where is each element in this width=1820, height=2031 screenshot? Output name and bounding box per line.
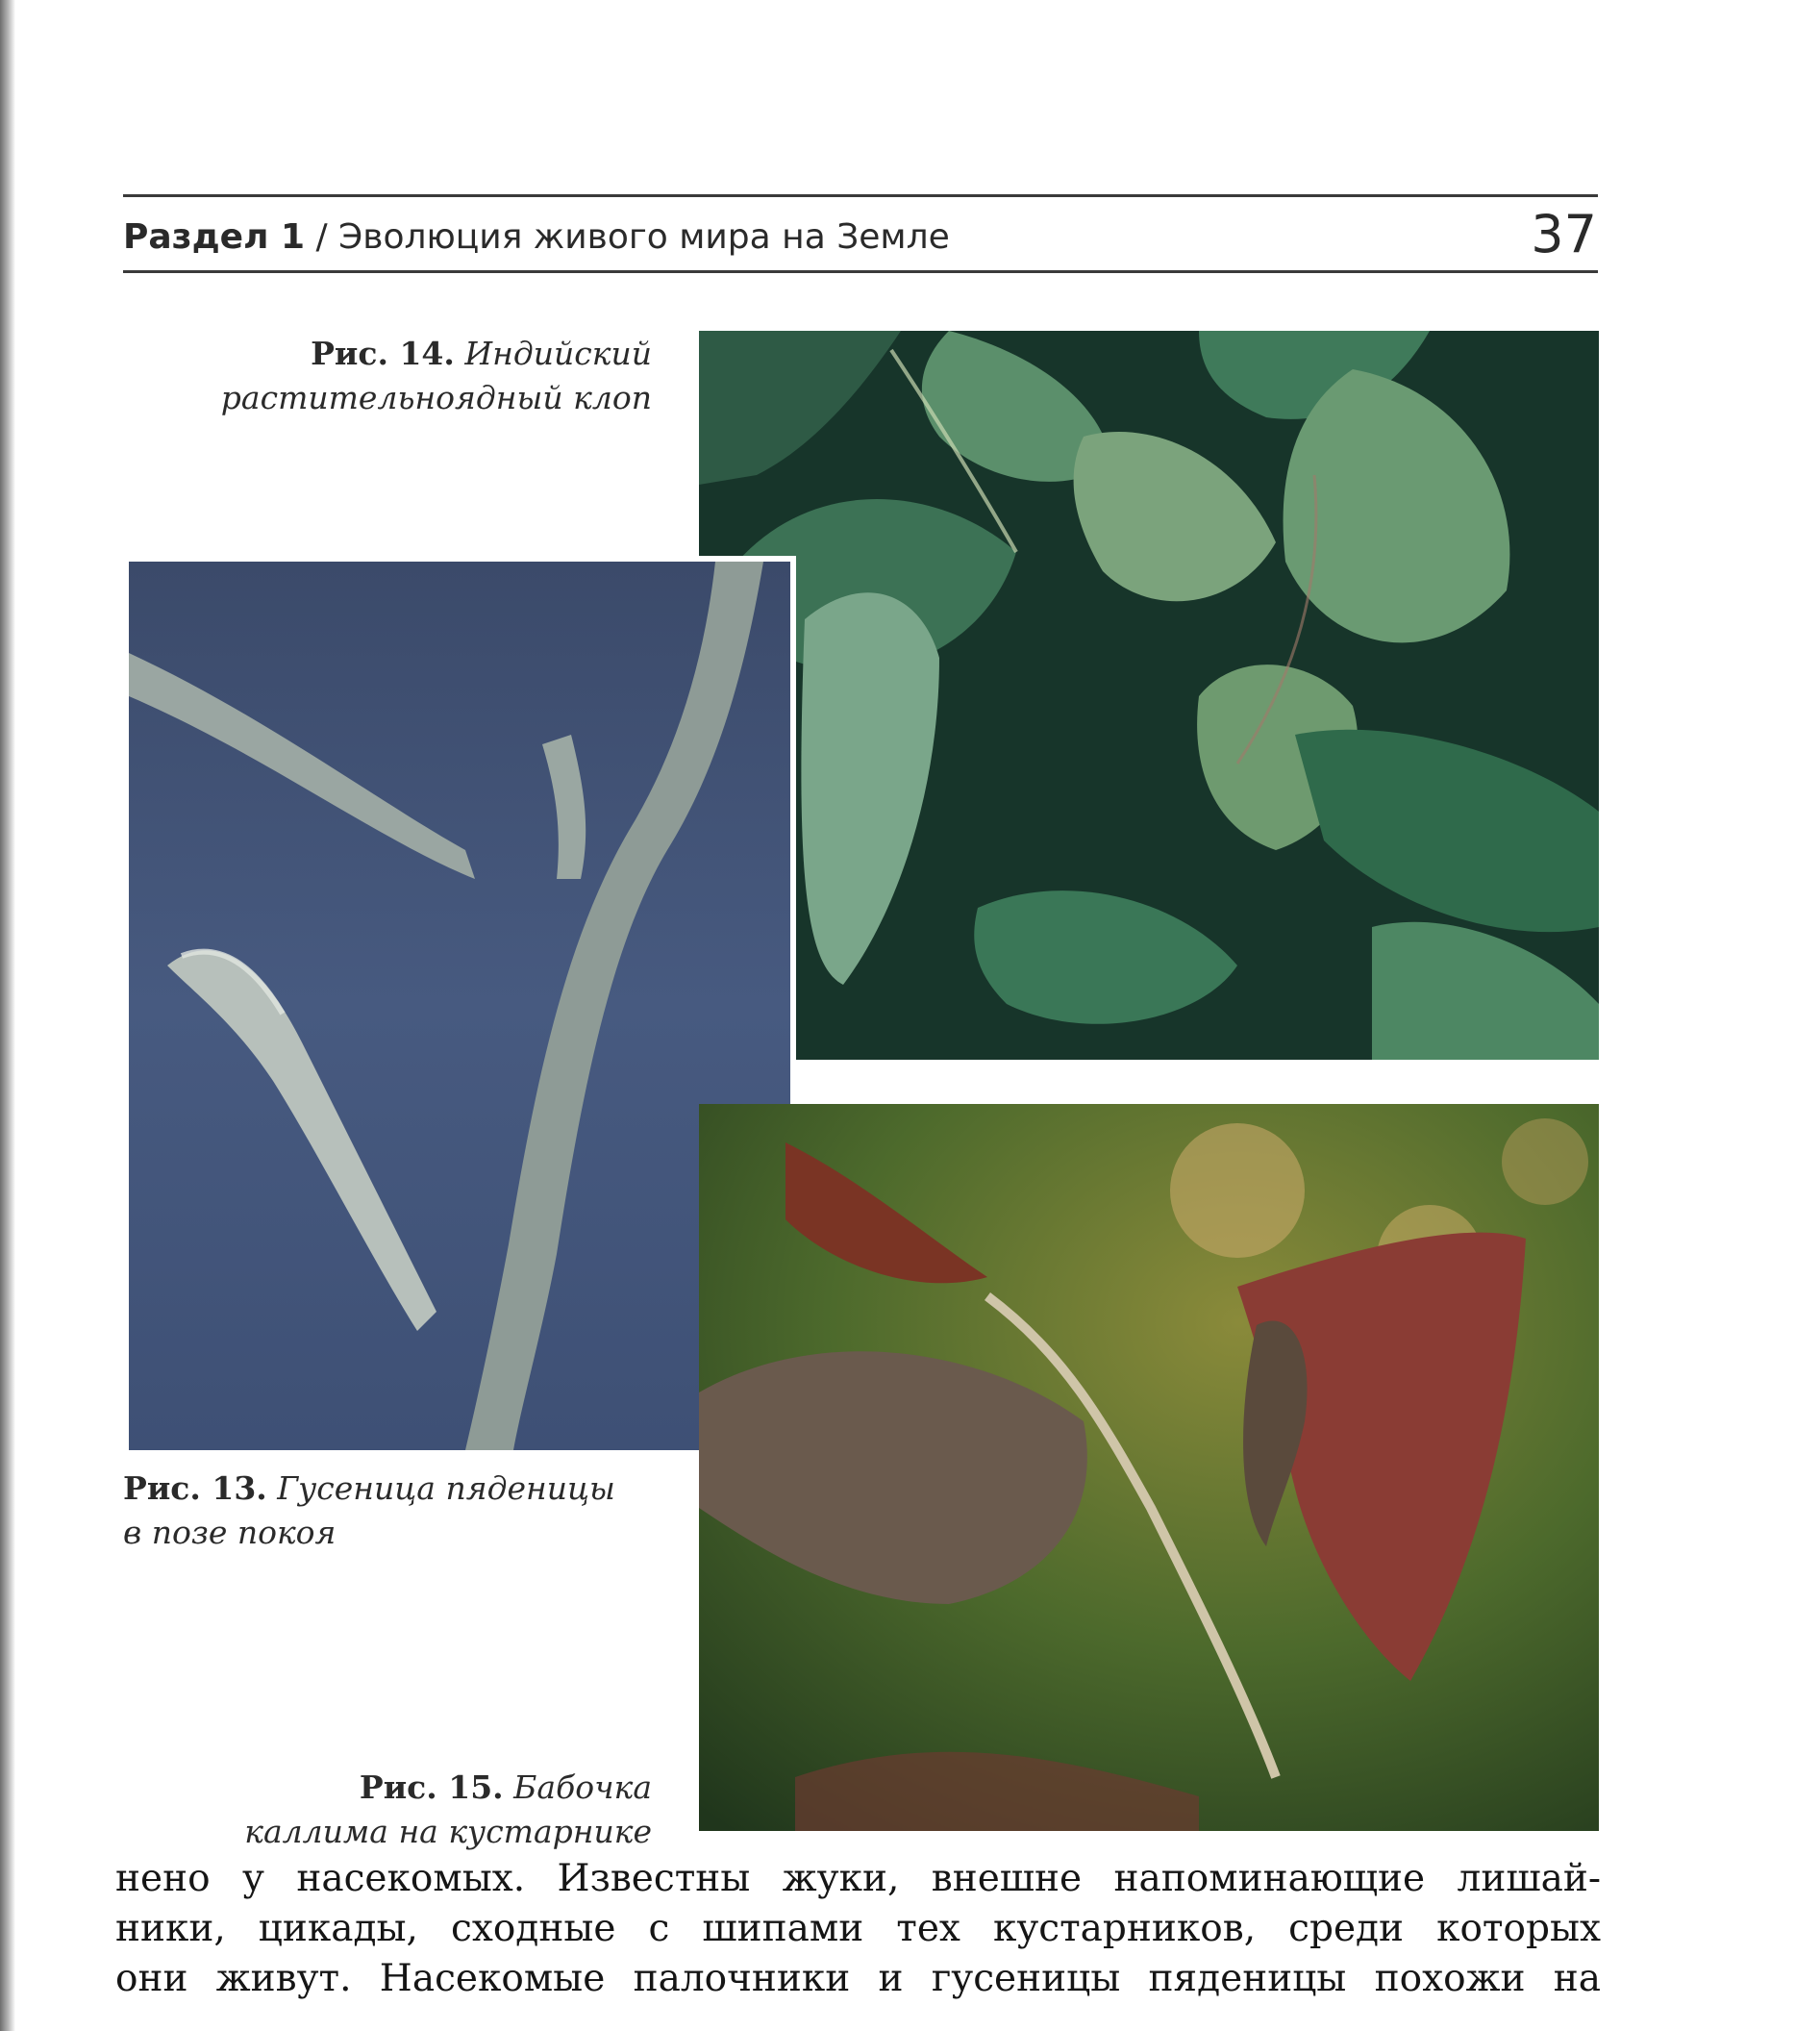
body-paragraph bbox=[115, 1854, 1601, 2004]
figure-14-photo bbox=[699, 331, 1599, 1060]
body-line: они живут. Насекомые палочники и гусеницы пяденицы похожи на bbox=[115, 1957, 1601, 2000]
figure-13-caption-line2: в позе покоя bbox=[123, 1514, 337, 1551]
figure-15-caption-line2: каллима на кустарнике bbox=[244, 1813, 652, 1850]
figure-14-caption-line2: растительноядный клоп bbox=[220, 379, 652, 416]
header-rule-bottom bbox=[123, 270, 1598, 273]
running-header bbox=[123, 217, 950, 257]
header-separator: / bbox=[315, 217, 328, 257]
figure-13-caption-line1: Гусеница пяденицы bbox=[277, 1469, 615, 1507]
section-label: Раздел 1 bbox=[123, 217, 306, 257]
figure-15-caption bbox=[183, 1766, 652, 1854]
page-binding-shadow bbox=[0, 0, 15, 2031]
figure-15-number: Рис. 15. bbox=[359, 1768, 504, 1806]
section-title: Эволюция живого мира на Земле bbox=[338, 217, 950, 257]
figure-14-caption-line1: Индийский bbox=[464, 335, 652, 372]
figure-13-caption bbox=[123, 1467, 661, 1555]
page-number: 37 bbox=[1531, 204, 1597, 264]
figure-14-number: Рис. 14. bbox=[311, 335, 455, 372]
header-rule-top bbox=[123, 194, 1598, 197]
figure-14-caption bbox=[183, 332, 652, 420]
body-line: ники, цикады, сходные с шипами тех кустарников, среди которых bbox=[115, 1907, 1601, 1950]
figure-15-photo bbox=[699, 1104, 1599, 1831]
figure-13-photo bbox=[123, 556, 796, 1456]
figure-15-caption-line1: Бабочка bbox=[513, 1768, 652, 1806]
figure-13-number: Рис. 13. bbox=[123, 1469, 267, 1507]
body-line: нено у насекомых. Известны жуки, внешне напоминающие лишай- bbox=[115, 1857, 1601, 1900]
